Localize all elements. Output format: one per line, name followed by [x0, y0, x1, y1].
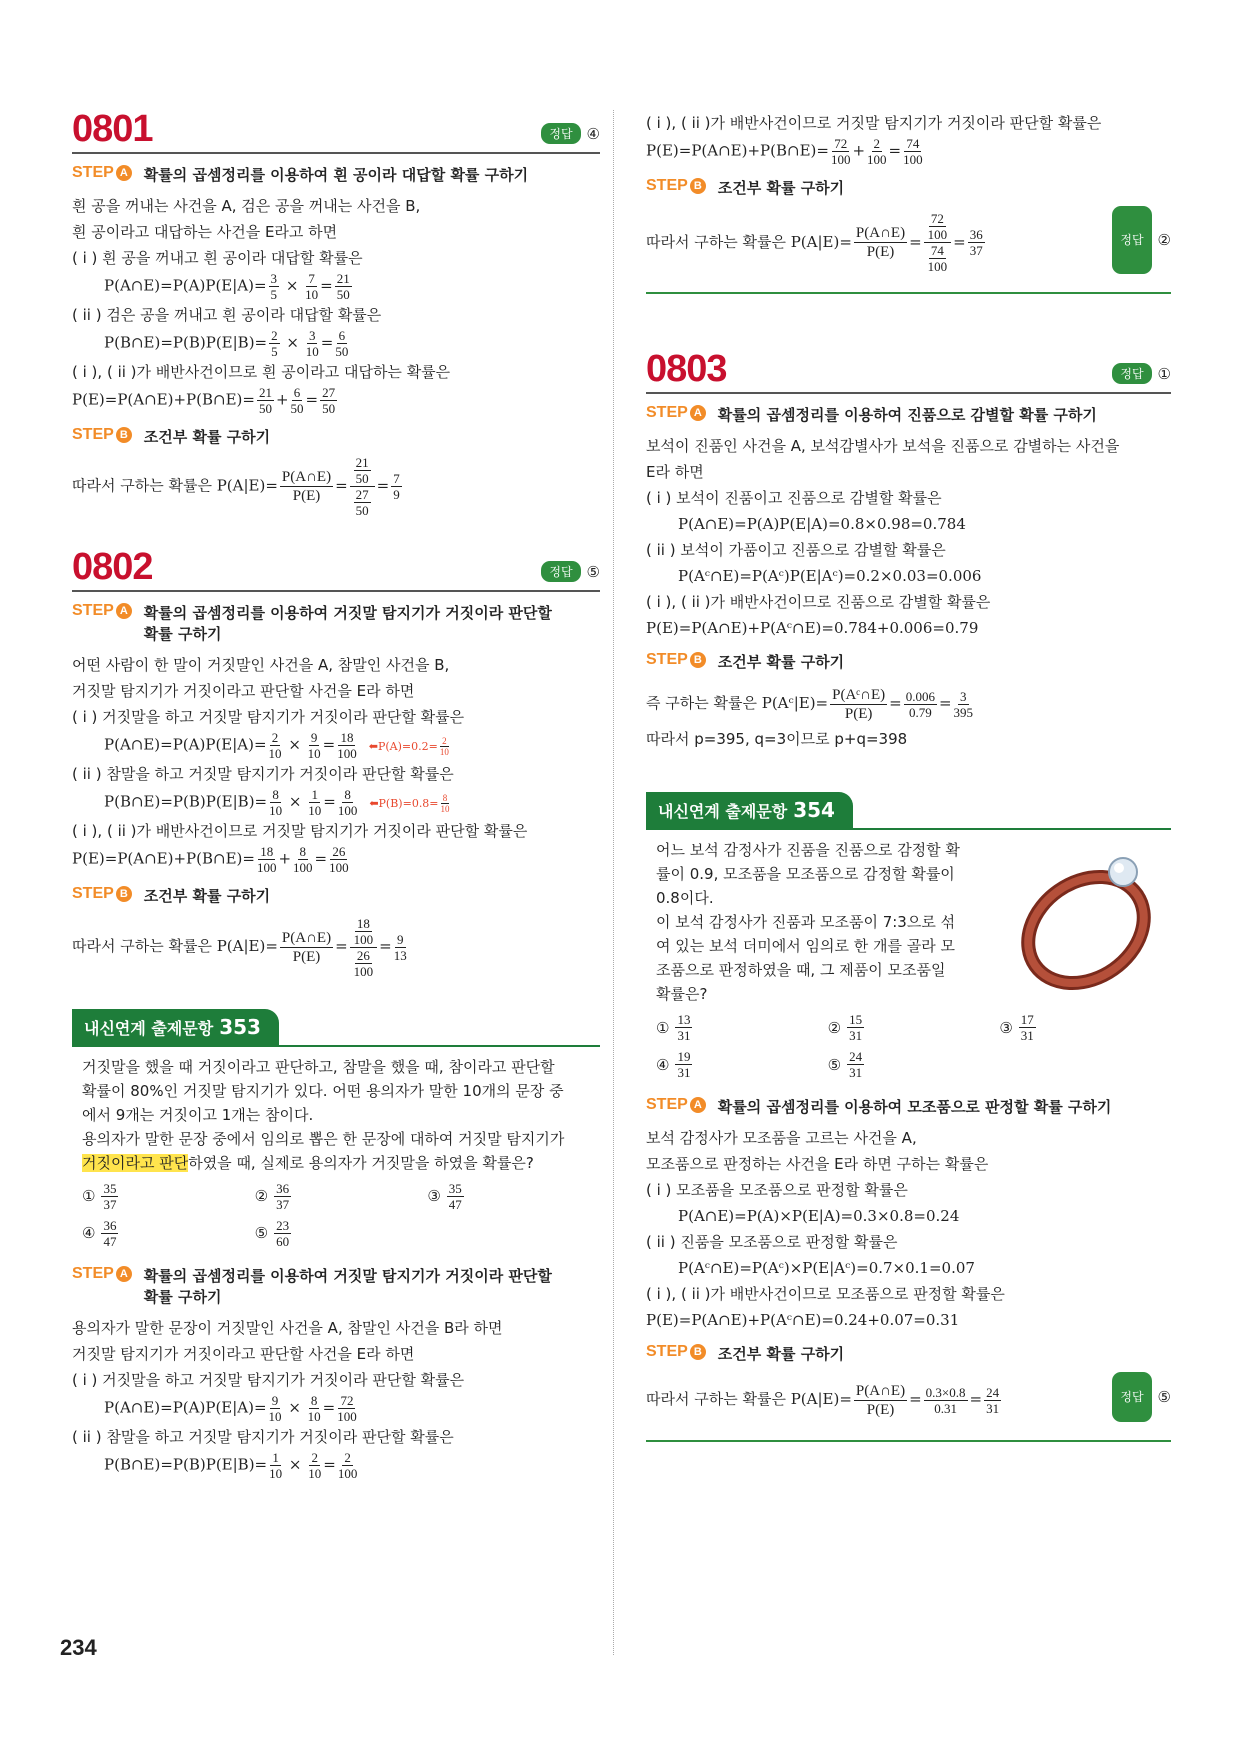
step-tag: STEP B — [646, 1343, 706, 1361]
answer — [1112, 363, 1171, 388]
answer-value: ① — [1157, 364, 1171, 383]
step-title: 조건부 확률 구하기 — [143, 887, 271, 905]
equation: P(A∩E)=P(A)P(E|A)= $\frac{2}{10}$ × $\frac{9}{10}$ = $\frac{18}{100}$ ⬅P(A)=0.2= $\frac{2}{10}$ — [104, 730, 449, 761]
answer-value: ⑤ — [1157, 1388, 1171, 1406]
text-line: 흰 공을 꺼내는 사건을 A, 검은 공을 꺼내는 사건을 B, — [72, 197, 421, 215]
step-tag: STEP A — [72, 602, 132, 620]
final-equation: 따라서 구하는 확률은 P(A|E)= $\frac{P(A\cap E)}{P(E)}$ = $\frac{0.3\times 0.8}{0.31}$ = $\frac{24}{31}$ 정답 ⑤ — [646, 1372, 1171, 1426]
text-line: ( i ) 거짓말을 하고 거짓말 탐지기가 거짓이라 판단할 확률은 — [72, 1370, 465, 1389]
answer — [541, 123, 600, 148]
text-line: 거짓말 탐지기가 거짓이라고 판단할 사건을 E라 하면 — [72, 1344, 415, 1363]
problem-header — [646, 350, 1171, 394]
equation: P(A∩E)=P(A)×P(E|A)=0.3×0.8=0.24 — [678, 1207, 960, 1225]
choice-1[interactable]: ① $\frac{13}{31}$ — [656, 1012, 691, 1043]
equation: P(E)=P(A∩E)+P(Aᶜ∩E)=0.24+0.07=0.31 — [646, 1311, 960, 1329]
step-a — [72, 164, 600, 185]
answer — [1112, 1372, 1171, 1426]
text-line: ( ii ) 보석이 가품이고 진품으로 감별할 확률은 — [646, 541, 946, 559]
banner-label: 내신연계 출제문항 354 — [646, 792, 853, 828]
problem-number: 0802 — [72, 546, 153, 588]
final-equation: 따라서 구하는 확률은 P(A|E)= $\frac{P(A\cap E)}{P(E)}$ = $\frac{\frac{72}{100}}{\frac{74}{100}}$ = $\frac{36}{37}$ 정답 ② — [646, 206, 1171, 278]
step-tag: STEP A — [72, 164, 132, 182]
column-divider — [613, 110, 614, 1655]
answer-value: ⑤ — [586, 562, 600, 581]
answer — [541, 561, 600, 586]
step-b — [72, 885, 600, 906]
text-line: ( ii ) 검은 공을 꺼내고 흰 공이라 대답할 확률은 — [72, 306, 382, 324]
question-body — [646, 830, 1171, 1012]
text-line: ( i ) 보석이 진품이고 진품으로 감별할 확률은 — [646, 489, 942, 507]
problem-header — [72, 548, 600, 592]
step-a — [646, 404, 1171, 425]
step-tag: STEP B — [646, 651, 706, 669]
choice-1[interactable]: ① $\frac{35}{37}$ — [82, 1180, 117, 1212]
text-line: 거짓말 탐지기가 거짓이라고 판단할 사건을 E라 하면 — [72, 682, 415, 700]
equation: P(B∩E)=P(B)P(E|B)= $\frac{8}{10}$ × $\frac{1}{10}$ = $\frac{8}{100}$ ⬅P(B)=0.8= $\frac{8}{10}$ — [104, 787, 450, 818]
equation: P(E)=P(A∩E)+P(B∩E)= $\frac{21}{50}$ + $\frac{6}{50}$ = $\frac{27}{50}$ — [72, 385, 336, 416]
equation: P(A∩E)=P(A)P(E|A)= $\frac{3}{5}$ × $\frac{7}{10}$ = $\frac{21}{50}$ — [104, 271, 350, 302]
text-line: ( i ), ( ii )가 배반사건이므로 흰 공이라고 대답하는 확률은 — [72, 363, 451, 381]
text-line: ( i ), ( ii )가 배반사건이므로 거짓말 탐지기가 거짓이라 판단할 확률은 — [72, 822, 528, 840]
step-title: 확률의 곱셈정리를 이용하여 모조품으로 판정할 확률 구하기 — [717, 1098, 1112, 1116]
step-b — [72, 426, 600, 447]
equation: P(A∩E)=P(A)P(E|A)=0.8×0.98=0.784 — [678, 515, 966, 533]
answer-badge: 정답 — [1112, 206, 1151, 274]
question-354 — [646, 792, 1171, 1442]
text-line: E라 하면 — [646, 463, 704, 481]
question-text: 어느 보석 감정사가 진품을 진품으로 감정할 확 률이 0.9, 모조품을 모조품으로 감정할 확률이 0.8이다. 이 보석 감정사가 진품과 모조품이 7:3으로 섞 여 있는 보석 더미에서 임의로 한 개를 골라 모 조품으로 판정하였을 때, 그 제품이 모조품일 확률은? — [656, 841, 960, 1003]
banner-label: 내신연계 출제문항 353 — [72, 1009, 279, 1045]
choice-2[interactable]: ② $\frac{36}{37}$ — [254, 1180, 290, 1212]
step-a — [72, 602, 600, 644]
choice-5[interactable]: ⑤ $\frac{23}{60}$ — [254, 1217, 290, 1249]
step-b — [646, 651, 1171, 672]
problem-header — [72, 110, 600, 154]
highlight: 거짓이라고 판단 — [82, 1153, 189, 1172]
text-line: ( i ), ( ii )가 배반사건이므로 거짓말 탐지기가 거짓이라 판단할 확률은 — [646, 114, 1102, 132]
left-column — [72, 110, 600, 1481]
step-tag: STEP B — [646, 177, 706, 195]
section-rule — [646, 292, 1171, 294]
step-a — [72, 1265, 600, 1307]
text-line: ( ii ) 참말을 하고 거짓말 탐지기가 거짓이라 판단할 확률은 — [72, 765, 454, 783]
problem-0801 — [72, 110, 600, 518]
text-line: 모조품으로 판정하는 사건을 E라 하면 구하는 확률은 — [646, 1155, 989, 1173]
step-title: 확률의 곱셈정리를 이용하여 흰 공이라 대답할 확률 구하기 — [143, 166, 529, 184]
step-title: 조건부 확률 구하기 — [717, 179, 845, 197]
step-tag: STEP A — [646, 1096, 706, 1114]
step-b — [646, 177, 1171, 198]
step-title: 조건부 확률 구하기 — [717, 1345, 845, 1363]
text-line: 따라서 p=395, q=3이므로 p+q=398 — [646, 730, 908, 748]
step-b — [646, 1343, 1171, 1364]
choices — [82, 1181, 600, 1249]
text-line: ( i ) 모조품을 모조품으로 판정할 확률은 — [646, 1181, 908, 1199]
text-line: 보석이 진품인 사건을 A, 보석감별사가 보석을 진품으로 감별하는 사건을 — [646, 437, 1120, 455]
step-title: 확률의 곱셈정리를 이용하여 거짓말 탐지기가 거짓이라 판단할 확률 구하기 — [143, 1266, 552, 1306]
final-equation: 따라서 구하는 확률은 P(A|E)= $\frac{P(A\cap E)}{P(E)}$ = $\frac{\frac{18}{100}}{\frac{26}{100}}$ = $\frac{9}{13}$ — [72, 915, 407, 979]
question-353 — [72, 1009, 600, 1481]
choices — [656, 1012, 1171, 1080]
text-line: 보석 감정사가 모조품을 고르는 사건을 A, — [646, 1129, 917, 1147]
step-tag: STEP A — [646, 404, 706, 422]
banner-353 — [72, 1009, 600, 1047]
problem-0802 — [72, 548, 600, 979]
equation: P(B∩E)=P(B)P(E|B)= $\frac{1}{10}$ × $\frac{2}{10}$ = $\frac{2}{100}$ — [104, 1449, 358, 1481]
answer-badge: 정답 — [1112, 363, 1151, 384]
banner-354 — [646, 792, 1171, 830]
hint-note: ⬅P(B)=0.8= $\frac{8}{10}$ — [369, 793, 450, 814]
answer-badge: 정답 — [541, 123, 580, 144]
step-tag: STEP B — [72, 885, 132, 903]
page-number: 234 — [60, 1635, 97, 1660]
step-title: 확률의 곱셈정리를 이용하여 거짓말 탐지기가 거짓이라 판단할 확률 구하기 — [143, 604, 552, 643]
step-title: 조건부 확률 구하기 — [143, 428, 271, 446]
equation: P(E)=P(A∩E)+P(Aᶜ∩E)=0.784+0.006=0.79 — [646, 619, 979, 637]
step-title: 확률의 곱셈정리를 이용하여 진품으로 감별할 확률 구하기 — [717, 406, 1097, 424]
equation: P(B∩E)=P(B)P(E|B)= $\frac{2}{5}$ × $\frac{3}{10}$ = $\frac{6}{50}$ — [104, 328, 349, 359]
section-rule — [646, 1440, 1171, 1442]
answer-badge: 정답 — [541, 561, 580, 582]
step-title: 조건부 확률 구하기 — [717, 653, 845, 671]
equation: P(Aᶜ∩E)=P(Aᶜ)P(E|Aᶜ)=0.2×0.03=0.006 — [678, 567, 982, 585]
problem-number: 0803 — [646, 348, 727, 390]
choice-2[interactable]: ② $\frac{15}{31}$ — [827, 1012, 863, 1043]
question-353-continued — [646, 110, 1171, 294]
text-line: ( ii ) 참말을 하고 거짓말 탐지기가 거짓이라 판단할 확률은 — [72, 1427, 454, 1446]
answer-value: ② — [1157, 231, 1171, 249]
right-column — [646, 110, 1171, 1442]
final-equation: 따라서 구하는 확률은 P(A|E)= $\frac{P(A\cap E)}{P(E)}$ = $\frac{\frac{21}{50}}{\frac{27}{50}}$ = $\frac{7}{9}$ — [72, 455, 400, 518]
answer-badge: 정답 — [1112, 1372, 1151, 1422]
answer-value: ④ — [586, 124, 600, 143]
choice-4[interactable]: ④ $\frac{19}{31}$ — [656, 1049, 691, 1080]
text-line: 흰 공이라고 대답하는 사건을 E라고 하면 — [72, 223, 338, 241]
hint-note: ⬅P(A)=0.2= $\frac{2}{10}$ — [368, 736, 449, 757]
problem-0803 — [646, 350, 1171, 752]
text-line: ( i ), ( ii )가 배반사건이므로 모조품으로 판정할 확률은 — [646, 1285, 1005, 1303]
text-line: ( i ), ( ii )가 배반사건이므로 진품으로 감별할 확률은 — [646, 593, 991, 611]
step-tag: STEP A — [72, 1265, 132, 1283]
text-line: ( i ) 흰 공을 꺼내고 흰 공이라 대답할 확률은 — [72, 249, 363, 267]
step-a — [646, 1096, 1171, 1117]
choice-3[interactable]: ③ $\frac{17}{31}$ — [999, 1012, 1034, 1043]
choice-3[interactable]: ③ $\frac{35}{47}$ — [427, 1180, 462, 1212]
equation: P(E)=P(A∩E)+P(B∩E)= $\frac{72}{100}$ + $\frac{2}{100}$ = $\frac{74}{100}$ — [646, 136, 923, 167]
question-text: 거짓말을 했을 때 거짓이라고 판단하고, 참말을 했을 때, 참이라고 판단할 확률이 80%인 거짓말 탐지기가 있다. 어떤 용의자가 말한 10개의 문장 중 에서 9개는 거짓이고 1개는 참이다. 용의자가 말한 문장 중에서 임의로 뽑은 한 문장에 대하여 거짓말 탐지기가 거짓이라고 판단하였을 때, 실제로 용의자가 거짓말을 하였을 확률은? — [82, 1057, 565, 1172]
text-line: ( ii ) 진품을 모조품으로 판정할 확률은 — [646, 1233, 898, 1251]
answer — [1112, 206, 1171, 278]
ring-illustration — [1001, 830, 1171, 1000]
text-line: ( i ) 거짓말을 하고 거짓말 탐지기가 거짓이라 판단할 확률은 — [72, 708, 465, 726]
equation: P(E)=P(A∩E)+P(B∩E)= $\frac{18}{100}$ + $\frac{8}{100}$ = $\frac{26}{100}$ — [72, 844, 349, 875]
step-tag: STEP B — [72, 426, 132, 444]
choice-4[interactable]: ④ $\frac{36}{47}$ — [82, 1217, 117, 1249]
choice-5[interactable]: ⑤ $\frac{24}{31}$ — [827, 1049, 863, 1080]
equation: P(A∩E)=P(A)P(E|A)= $\frac{9}{10}$ × $\frac{8}{10}$ = $\frac{72}{100}$ — [104, 1392, 357, 1424]
problem-number: 0801 — [72, 108, 153, 150]
text-line: 용의자가 말한 문장이 거짓말인 사건을 A, 참말인 사건을 B라 하면 — [72, 1318, 503, 1337]
equation: P(Aᶜ∩E)=P(Aᶜ)×P(E|Aᶜ)=0.7×0.1=0.07 — [678, 1259, 975, 1277]
final-equation: 즉 구하는 확률은 P(Aᶜ|E)= $\frac{\text{P(Aᶜ∩E)}}{P(E)}$ = $\frac{0.006}{0.79}$ = $\frac{3}{395}$ — [646, 686, 974, 722]
text-line: 어떤 사람이 한 말이 거짓말인 사건을 A, 참말인 사건을 B, — [72, 656, 450, 674]
